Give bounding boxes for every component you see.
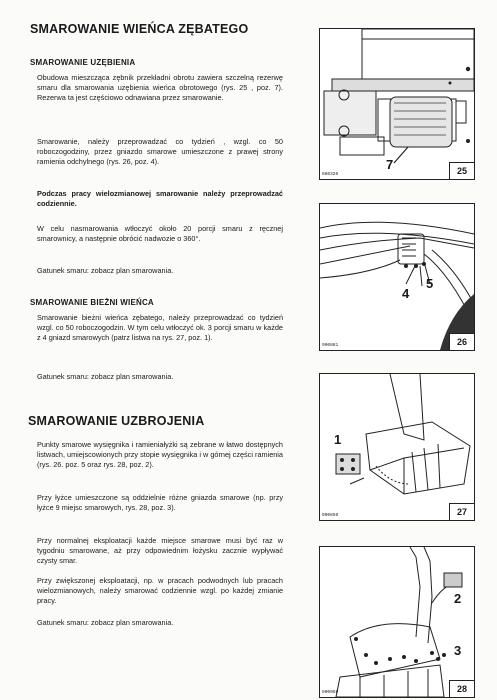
figure-27-number: 27 [449,503,474,520]
figure-25-code: 880320 [322,172,339,177]
figure-28-callout-2: 2 [454,591,462,606]
figure-25 [319,28,475,180]
figure-28-callout-3: 3 [454,643,462,658]
figure-27-callout-1: 1 [334,432,342,447]
section-heading-equipment-lubrication: SMAROWANIE UZBROJENIA [28,414,205,428]
figure-27-code: 900850 [322,513,339,518]
figure-25-drawing [320,29,474,179]
figure-28-code: 900069 [322,690,339,695]
figure-25-number: 25 [449,162,474,179]
section2-paragraph-1: Smarowanie bieżni wieńca zębatego, należy przeprowadzać co tydzień wzgl. co 50 roboczogodzin. W tym celu wtłoczyć ok. 3 porcji smaru w każde z 4 gniazd smarowych (patrz listwa na rys. 27, poz. 1). [37,313,283,343]
figure-26 [319,203,475,351]
figure-26-drawing [320,204,474,350]
figure-27 [319,373,475,521]
section3-paragraph-3: Przy normalnej eksploatacji każde miejsce smarowe musi być raz w tygodniu smarowane, aż przy odpowiednim łożysku zacznie wypływać czysty smar. [37,536,283,566]
section-heading-race-lubrication: SMAROWANIE BIEŻNI WIEŃCA [30,298,154,307]
section3-paragraph-5: Gatunek smaru: zobacz plan smarowania. [37,618,174,627]
section1-paragraph-2: Smarowanie, należy przeprowadzać co tydzień , wzgl. co 50 roboczogodziny, przez gniazdo smarowe umieszczone z prawej strony ramienia odchylnego (rys. 26, poz. 4). [37,137,283,167]
section3-paragraph-4: Przy zwiększonej eksploatacji, np. w pracach podwodnych lub pracach wielozmianowych, należy smarować codziennie wzgl. po każdej zmianie pracy. [37,576,283,606]
figure-26-callout-4: 4 [402,286,410,301]
section3-paragraph-1: Punkty smarowe wysięgnika i ramieniałyżki są zebrane w łatwo dostępnych listwach, umiejscowionych przy stopie wysięgnika i w górnej części ramienia (rys. 26. poz. 5 oraz rys. 28, poz. 2). [37,440,283,470]
figure-28-number: 28 [449,680,474,697]
figure-28 [319,546,475,698]
section2-paragraph-2: Gatunek smaru: zobacz plan smarowania. [37,372,174,381]
figure-27-drawing [320,374,474,520]
figure-26-code: 900881 [322,343,339,348]
section3-paragraph-2: Przy łyżce umieszczone są oddzielnie różne gniazda smarowe (np. przy łyżce 9 miejsc smarowych, rys. 28, poz. 3). [37,493,283,513]
section1-paragraph-5: Gatunek smaru: zobacz plan smarowania. [37,266,174,275]
figure-26-number: 26 [449,333,474,350]
figure-26-callout-5: 5 [426,276,434,291]
figure-25-callout-7: 7 [386,157,394,172]
section1-paragraph-4: W celu nasmarowania wtłoczyć około 20 porcji smaru z ręcznej smarownicy, a następnie obrócić nadwozie o 360°. [37,224,283,244]
section-heading-gear-lubrication: SMAROWANIE UZĘBIENIA [30,58,136,67]
section1-paragraph-3: Podczas pracy wielozmianowej smarowanie należy przeprowadzać codziennie. [37,189,283,209]
page-title: SMAROWANIE WIEŃCA ZĘBATEGO [30,22,249,36]
section1-paragraph-1: Obudowa mieszcząca zębnik przekładni obrotu zawiera szczelną rezerwę smaru dla smarowania uzębienia wieńca obrotowego (rys. 25 , poz. 7). Rezerwa ta jest częściowo odnawiana przez smarowanie. [37,73,283,103]
figure-28-drawing [320,547,474,697]
